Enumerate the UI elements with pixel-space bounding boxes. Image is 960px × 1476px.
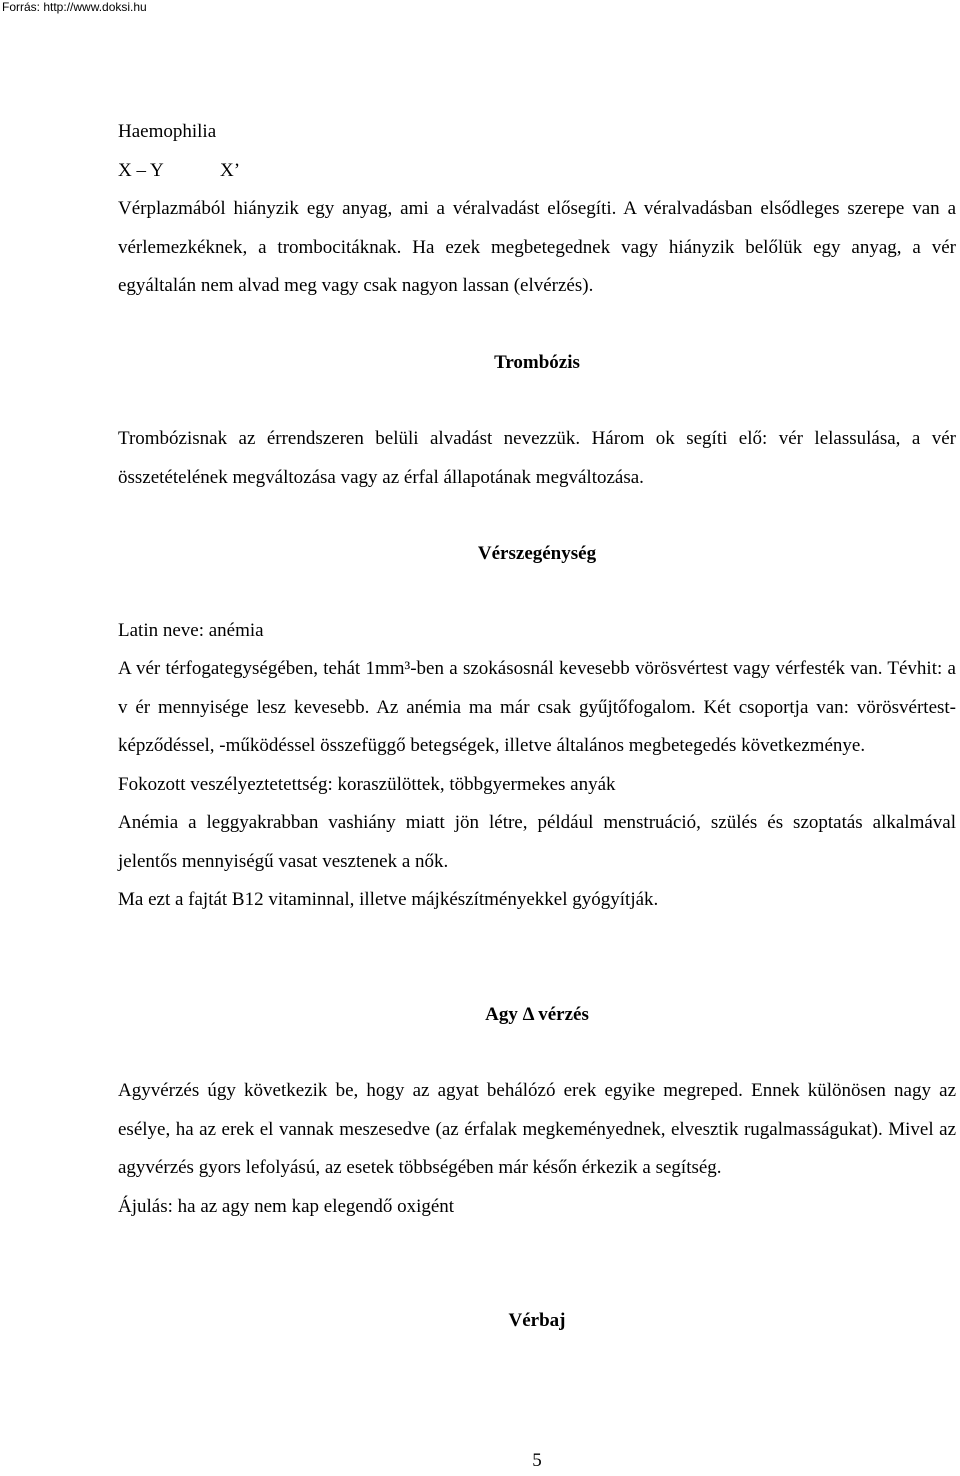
spacer [118,1034,956,1072]
agyverzes-heading: Agy Δ vérzés [485,1003,589,1025]
haemophilia-text: Vérplazmából hiányzik egy anyag, ami a véralvadást elősegíti. A véralvadásban elsődleges szerepe van a vérlemezkéknek, a trombocitáknak. Ha ezek megbetegednek vagy hiányzik belőlük egy anyag, a vér egyáltalán nem alvad meg vagy csak nagyon lassan (elvérzés). [118,198,956,296]
spacer [118,497,956,535]
haemophilia-xy-line: X – Y X’ [118,159,241,181]
verbaj-heading: Vérbaj [508,1310,566,1331]
agyverzes-text-1: Agyvérzés úgy következik be, hogy az agyat behálózó erek egyike megreped. Ennek különösen nagy az esélye, ha az erek el vannak meszesedve (az érfalak megkeményednek, elvesztik rugalmasságukat). Mivel az agyvérzés gyors lefolyású, az esetek többségében már későn érkezik a segítség. [118,1080,956,1178]
trombozis-heading: Trombózis [494,351,580,373]
agyverzes-text-2: Ájulás: ha az agy nem kap elegendő oxigént [118,1195,455,1217]
document-page [118,113,956,1341]
spacer [118,920,956,996]
spacer [118,382,956,420]
spacer [118,1226,956,1302]
verszegenyseg-text-2: Fokozott veszélyeztetettség: koraszülöttek, többgyermekes anyák [118,773,616,795]
haemophilia-title: Haemophilia [118,121,217,142]
verszegenyseg-text-4: Ma ezt a fajtát B12 vitaminnal, illetve májkészítményekkel gyógyítják. [118,889,659,910]
source-url: Forrás: http://www.doksi.hu [2,0,147,14]
page-number: 5 [532,1450,542,1471]
spacer [118,574,956,612]
verszegenyseg-text-3: Anémia a leggyakrabban vashiány miatt jön létre, például menstruáció, szülés és szoptatás alkalmával jelentős mennyiségű vasat vesztenek a nők. [118,812,956,872]
trombozis-text: Trombózisnak az érrendszeren belüli alvadást nevezzük. Három ok segíti elő: vér lelassulása, a vér összetételének megváltozása vagy az érfal állapotának megváltozása. [118,428,956,488]
spacer [118,306,956,344]
verszegenyseg-latin: Latin neve: anémia [118,619,264,641]
verszegenyseg-text-1: A vér térfogategységében, tehát 1mm³-ben a szokásosnál kevesebb vörösvértest vagy vérfesték van. Tévhit: a v ér mennyisége lesz kevesebb. Az anémia ma már csak gyűjtőfogalom. Két csoportja van: vörösvértest-képződéssel, -működéssel összefüggő betegségek, illetve általános megbetegedés következménye. [118,658,956,756]
verszegenyseg-heading: Vérszegénység [477,543,597,564]
